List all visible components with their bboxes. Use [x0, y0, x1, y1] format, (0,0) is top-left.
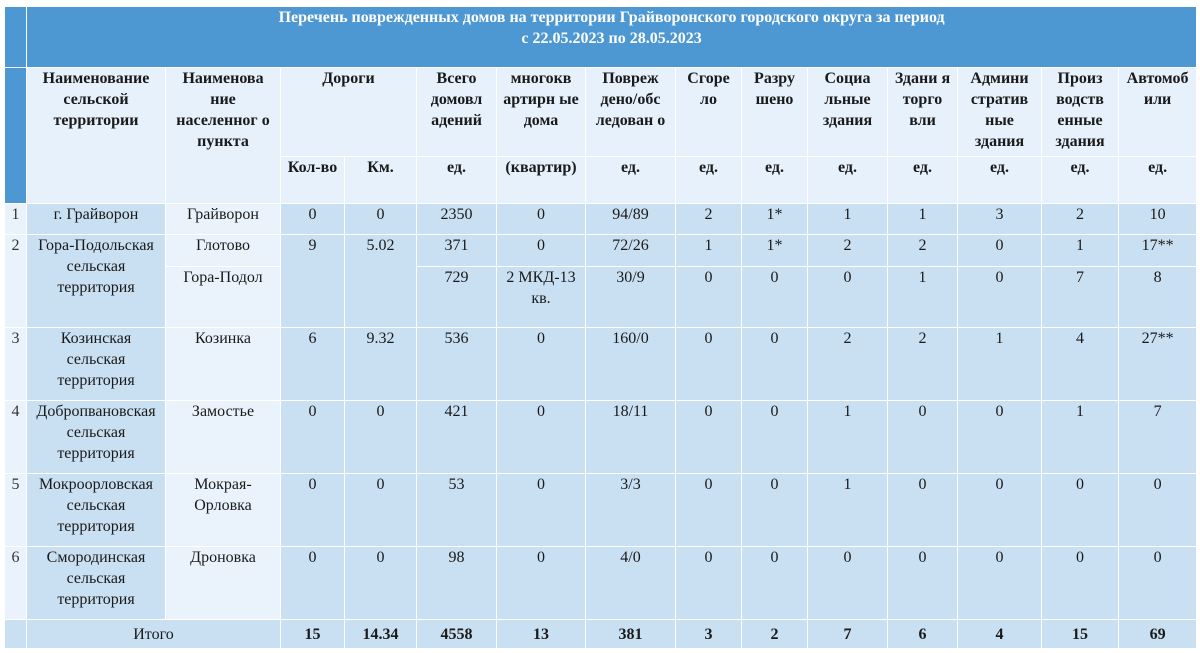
households-cell: 729: [417, 267, 497, 328]
table-row: [5, 327, 1197, 400]
header-roads: Дороги: [281, 67, 417, 156]
admin-cell: 0: [958, 474, 1042, 547]
territory-cell: Козинская сельская территория: [27, 327, 166, 400]
admin-cell: 0: [958, 234, 1042, 267]
territory-cell: Гора-Подольская сельская территория: [27, 234, 166, 327]
unit-roads-km: Км.: [345, 157, 417, 204]
settlement-cell: Козинка: [166, 327, 281, 400]
cars-cell: 17**: [1119, 234, 1197, 267]
header-admin: Админи стратив ные здания: [958, 67, 1042, 156]
title-line-1: Перечень поврежденных домов на территории Грайворонского городского округа за период: [278, 9, 945, 26]
cars-cell: 0: [1119, 547, 1197, 620]
damaged-cell: 3/3: [586, 474, 676, 547]
header-apartments: многокв артирн ые дома: [497, 67, 586, 156]
households-cell: 53: [417, 474, 497, 547]
unit-social: ед.: [808, 157, 888, 204]
damaged-cell: 4/0: [586, 547, 676, 620]
households-cell: 421: [417, 401, 497, 474]
damaged-cell: 18/11: [586, 401, 676, 474]
damaged-cell: 30/9: [586, 267, 676, 328]
burned-cell: 0: [676, 401, 742, 474]
industrial-cell: 7: [1042, 267, 1119, 328]
industrial-cell: 1: [1042, 401, 1119, 474]
total-row: [5, 620, 1197, 649]
total-roads-count: 15: [281, 620, 345, 649]
unit-cars: ед.: [1119, 157, 1197, 204]
header-settlement: Наименова ние населенног о пункта: [166, 67, 281, 203]
social-cell: 1: [808, 474, 888, 547]
cars-cell: 7: [1119, 401, 1197, 474]
roads-count-cell: 0: [281, 547, 345, 620]
social-cell: 2: [808, 327, 888, 400]
header-industrial: Произ водств енные здания: [1042, 67, 1119, 156]
unit-industrial: ед.: [1042, 157, 1119, 204]
households-cell: 98: [417, 547, 497, 620]
settlement-cell: Гора-Подол: [166, 267, 281, 328]
industrial-cell: 4: [1042, 327, 1119, 400]
roads-count-cell: 6: [281, 327, 345, 400]
apartments-cell: 0: [497, 234, 586, 267]
unit-burned: ед.: [676, 157, 742, 204]
damaged-cell: 72/26: [586, 234, 676, 267]
apartments-cell: 2 МКД-13 кв.: [497, 267, 586, 328]
total-industrial: 15: [1042, 620, 1119, 649]
burned-cell: 0: [676, 474, 742, 547]
total-burned: 3: [676, 620, 742, 649]
territory-cell: Добропвановская сельская территория: [27, 401, 166, 474]
total-label: Итого: [27, 620, 281, 649]
header-cars: Автомоб или: [1119, 67, 1197, 156]
header-households: Всего домовл адений: [417, 67, 497, 156]
industrial-cell: 1: [1042, 234, 1119, 267]
territory-cell: Мокроорловская сельская территория: [27, 474, 166, 547]
title-line-2: с 22.05.2023 по 28.05.2023: [521, 30, 702, 47]
table-row: [5, 204, 1197, 234]
row-number: 4: [5, 401, 27, 474]
admin-cell: 3: [958, 204, 1042, 234]
trade-cell: 0: [888, 547, 958, 620]
table-row: [5, 474, 1197, 547]
roads-km-cell: 0: [345, 401, 417, 474]
roads-km-cell: 0: [345, 204, 417, 234]
cars-cell: 27**: [1119, 327, 1197, 400]
apartments-cell: 0: [497, 204, 586, 234]
cars-cell: 8: [1119, 267, 1197, 328]
header-social: Социа льные здания: [808, 67, 888, 156]
total-households: 4558: [417, 620, 497, 649]
roads-count-cell: 0: [281, 204, 345, 234]
industrial-cell: 2: [1042, 204, 1119, 234]
roads-km-cell: 0: [345, 547, 417, 620]
header-damaged: Повреж дено/обс ледован о: [586, 67, 676, 156]
row-number: 6: [5, 547, 27, 620]
damaged-cell: 94/89: [586, 204, 676, 234]
roads-count-cell: 0: [281, 401, 345, 474]
territory-cell: г. Грайворон: [27, 204, 166, 234]
burned-cell: 2: [676, 204, 742, 234]
apartments-cell: 0: [497, 401, 586, 474]
row-number: 3: [5, 327, 27, 400]
roads-km-cell: 9.32: [345, 327, 417, 400]
trade-cell: 0: [888, 474, 958, 547]
total-social: 7: [808, 620, 888, 649]
trade-cell: 0: [888, 401, 958, 474]
trade-cell: 1: [888, 267, 958, 328]
burned-cell: 1: [676, 234, 742, 267]
apartments-cell: 0: [497, 327, 586, 400]
header-destroyed: Разру шено: [742, 67, 808, 156]
total-trade: 6: [888, 620, 958, 649]
settlement-cell: Дроновка: [166, 547, 281, 620]
destroyed-cell: 1*: [742, 204, 808, 234]
roads-km-cell: 5.02: [345, 234, 417, 327]
burned-cell: 0: [676, 267, 742, 328]
destroyed-cell: 0: [742, 401, 808, 474]
social-cell: 0: [808, 547, 888, 620]
header-corner-cell: [5, 67, 27, 203]
destroyed-cell: 1*: [742, 234, 808, 267]
title-corner-cell: [5, 7, 27, 68]
apartments-cell: 0: [497, 547, 586, 620]
header-trade: Здани я торго вли: [888, 67, 958, 156]
admin-cell: 0: [958, 547, 1042, 620]
total-destroyed: 2: [742, 620, 808, 649]
header-territory: Наименование сельской территории: [27, 67, 166, 203]
table-row: [5, 401, 1197, 474]
settlement-cell: Замостье: [166, 401, 281, 474]
unit-destroyed: ед.: [742, 157, 808, 204]
total-admin: 4: [958, 620, 1042, 649]
industrial-cell: 0: [1042, 547, 1119, 620]
admin-cell: 1: [958, 327, 1042, 400]
damaged-cell: 160/0: [586, 327, 676, 400]
row-number: 5: [5, 474, 27, 547]
row-number: 1: [5, 204, 27, 234]
unit-households: ед.: [417, 157, 497, 204]
unit-apartments: (квартир): [497, 157, 586, 204]
destroyed-cell: 0: [742, 267, 808, 328]
roads-km-cell: 0: [345, 474, 417, 547]
unit-damaged: ед.: [586, 157, 676, 204]
social-cell: 1: [808, 204, 888, 234]
settlement-cell: Грайворон: [166, 204, 281, 234]
industrial-cell: 0: [1042, 474, 1119, 547]
table-row: [5, 547, 1197, 620]
table-row: [5, 234, 1197, 267]
apartments-cell: 0: [497, 474, 586, 547]
trade-cell: 2: [888, 234, 958, 267]
destroyed-cell: 0: [742, 327, 808, 400]
table-row: [5, 267, 1197, 328]
roads-count-cell: 9: [281, 234, 345, 327]
total-damaged: 381: [586, 620, 676, 649]
roads-count-cell: 0: [281, 474, 345, 547]
admin-cell: 0: [958, 267, 1042, 328]
social-cell: 1: [808, 401, 888, 474]
territory-cell: Смородинская сельская территория: [27, 547, 166, 620]
destroyed-cell: 0: [742, 474, 808, 547]
households-cell: 2350: [417, 204, 497, 234]
social-cell: 0: [808, 267, 888, 328]
total-corner-cell: [5, 620, 27, 649]
settlement-cell: Мокрая-Орловка: [166, 474, 281, 547]
trade-cell: 2: [888, 327, 958, 400]
burned-cell: 0: [676, 327, 742, 400]
households-cell: 536: [417, 327, 497, 400]
total-roads-km: 14.34: [345, 620, 417, 649]
total-apartments: 13: [497, 620, 586, 649]
unit-trade: ед.: [888, 157, 958, 204]
table-title: [27, 7, 1197, 68]
damaged-houses-table: [4, 6, 1197, 649]
cars-cell: 10: [1119, 204, 1197, 234]
trade-cell: 1: [888, 204, 958, 234]
admin-cell: 0: [958, 401, 1042, 474]
settlement-cell: Глотово: [166, 234, 281, 267]
households-cell: 371: [417, 234, 497, 267]
header-burned: Сгоре ло: [676, 67, 742, 156]
burned-cell: 0: [676, 547, 742, 620]
destroyed-cell: 0: [742, 547, 808, 620]
social-cell: 2: [808, 234, 888, 267]
unit-roads-count: Кол-во: [281, 157, 345, 204]
row-number: 2: [5, 234, 27, 327]
total-cars: 69: [1119, 620, 1197, 649]
unit-admin: ед.: [958, 157, 1042, 204]
cars-cell: 0: [1119, 474, 1197, 547]
